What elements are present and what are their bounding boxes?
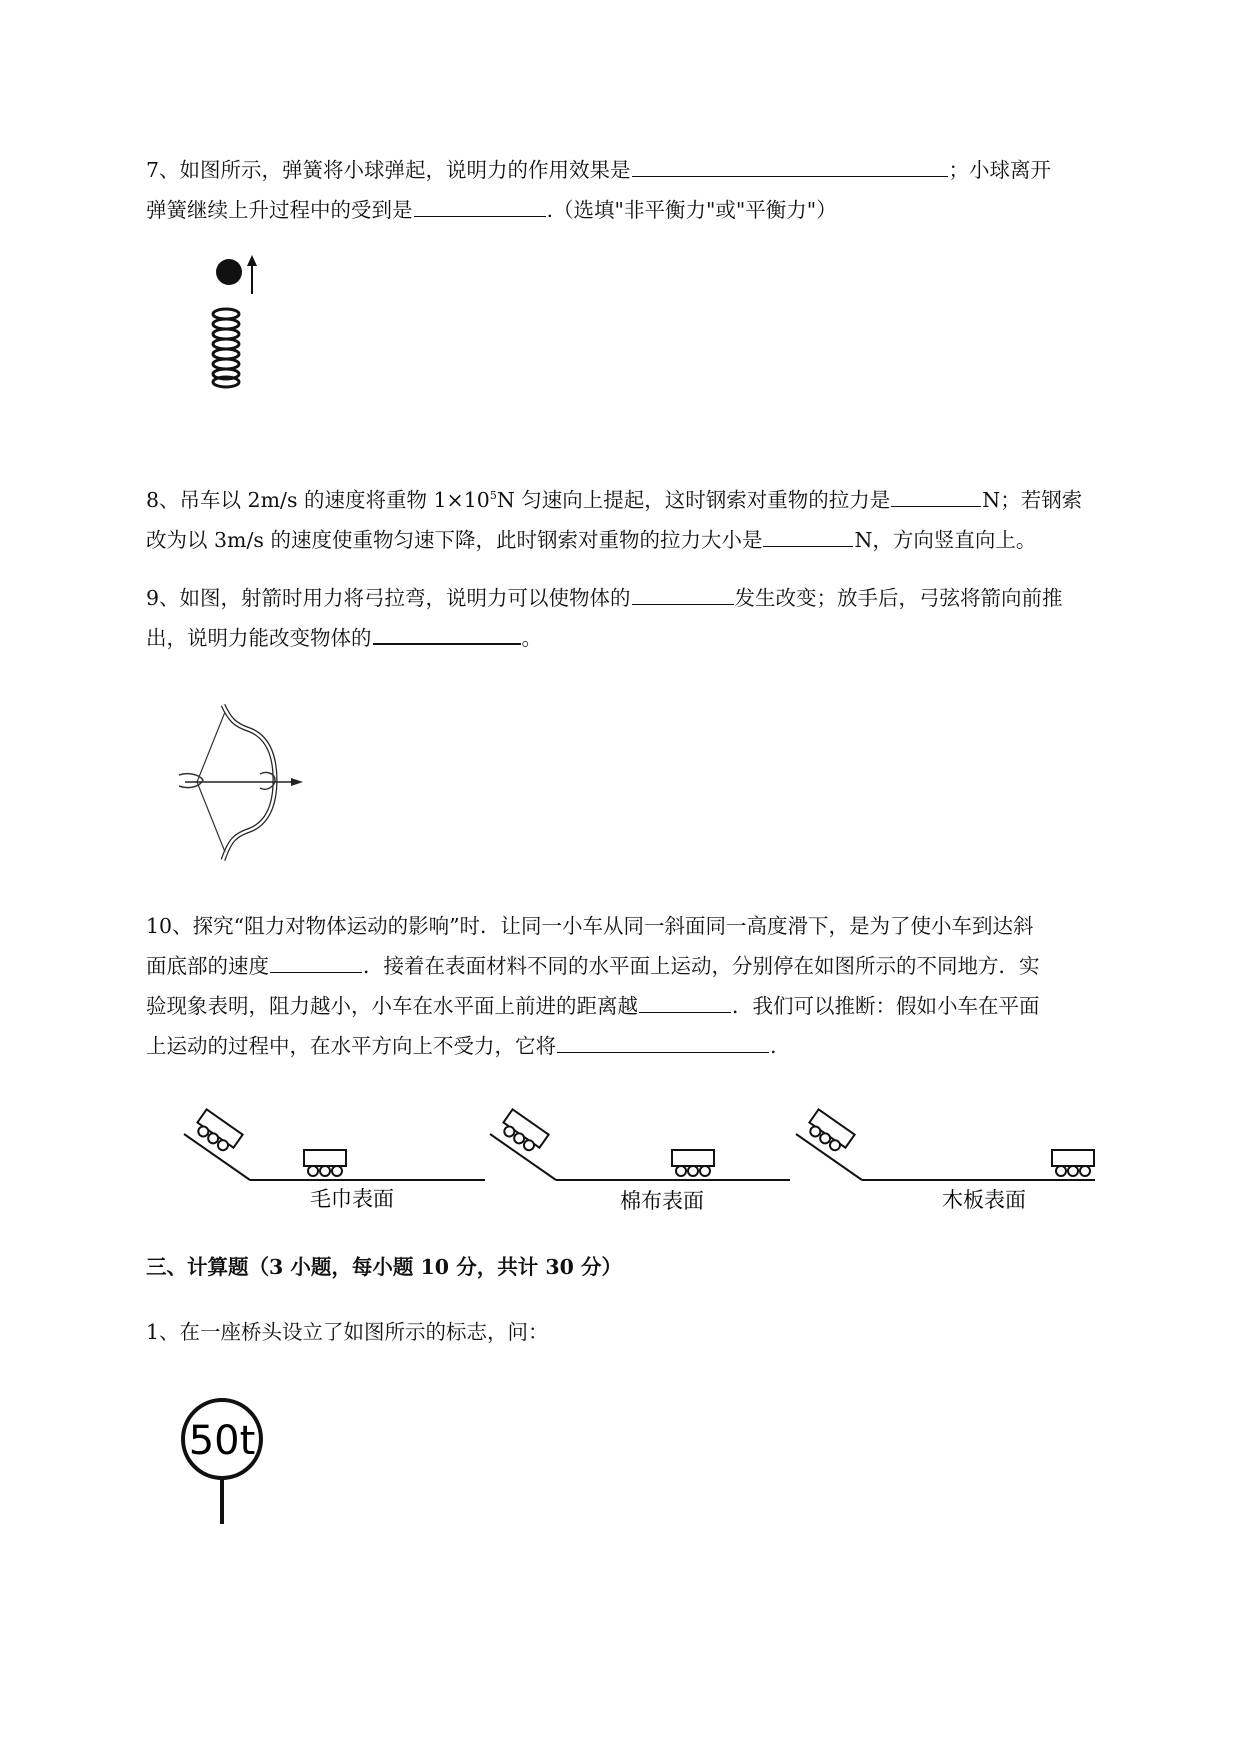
cart-on-incline: [192, 1109, 242, 1155]
calc1-text: 1、在一座桥头设立了如图所示的标志，问：: [146, 1320, 549, 1344]
cart-on-incline: [498, 1109, 548, 1155]
q7-blank-2[interactable]: [414, 194, 546, 217]
hand-shapes: [179, 772, 275, 789]
incline-cotton: [490, 1109, 790, 1210]
question-9: [146, 578, 1146, 658]
q10-text-6: 上运动的过程中，在水平方向上不受力，它将: [146, 1034, 556, 1058]
q8-exponent: 5: [489, 489, 497, 502]
incline-wood: [796, 1109, 1095, 1210]
q10-blank-3[interactable]: [557, 1030, 769, 1053]
q7-text-4: .（选填"非平衡力"或"平衡力"）: [546, 198, 837, 222]
incline-towel: [184, 1109, 485, 1210]
q9-blank-2[interactable]: [373, 621, 521, 645]
q10-text-3: ．接着在表面材料不同的水平面上运动，分别停在如图所示的不同地方．实: [363, 954, 1040, 978]
surface-label-towel: 毛巾表面: [310, 1187, 394, 1210]
arrow-up-icon: [247, 255, 257, 294]
question-8: [146, 476, 1146, 560]
sign-text: 50t: [188, 1418, 256, 1464]
cart-stopped: [1052, 1150, 1094, 1176]
ball-shape: [216, 259, 242, 285]
spring-shape: [213, 309, 239, 387]
q10-text-5: ．我们可以推断：假如小车在平面: [732, 994, 1040, 1018]
q7-text-3: 弹簧继续上升过程中的受到是: [146, 198, 413, 222]
q7-text-2: ；小球离开: [948, 158, 1052, 182]
q7-blank-1[interactable]: [632, 154, 948, 177]
q9-blank-1[interactable]: [632, 582, 734, 605]
question-7: [146, 150, 1146, 230]
incline-surfaces-figure: [180, 1098, 1110, 1210]
q10-text-2: 面底部的速度: [146, 954, 269, 978]
q9-text-1: 9、如图，射箭时用力将弓拉弯，说明力可以使物体的: [146, 586, 631, 610]
calc-question-1: [146, 1312, 1146, 1352]
surface-label-cotton: 棉布表面: [620, 1189, 704, 1210]
section-heading: 三、计算题（3 小题，每小题 10 分，共计 30 分）: [146, 1255, 623, 1279]
q8-text-2: N 匀速向上提起，这时钢索对重物的拉力是: [496, 487, 891, 512]
q8-text-4: 改为以 3m/s 的速度使重物匀速下降，此时钢索对重物的拉力大小是: [146, 527, 763, 552]
q10-text-1: 10、探究“阻力对物体运动的影响”时．让同一小车从同一斜面同一高度滑下，是为了使小车到达斜: [146, 914, 1034, 938]
q8-text-3: N；若钢索: [982, 487, 1083, 512]
q7-text-1: 7、如图所示，弹簧将小球弹起，说明力的作用效果是: [146, 158, 631, 182]
q10-blank-1[interactable]: [270, 950, 362, 973]
weight-limit-sign-figure: [176, 1394, 268, 1526]
cart-on-incline: [804, 1109, 854, 1155]
q8-text-1: 8、吊车以 2m/s 的速度将重物 1×10: [146, 487, 490, 512]
q10-text-4: 验现象表明，阻力越小，小车在水平面上前进的距离越: [146, 994, 638, 1018]
cart-stopped: [672, 1150, 714, 1176]
q9-text-4: 。: [521, 626, 542, 650]
q10-blank-2[interactable]: [639, 990, 731, 1013]
surface-label-wood: 木板表面: [942, 1188, 1026, 1210]
spring-ball-figure: [205, 252, 265, 392]
q8-blank-1[interactable]: [891, 484, 981, 507]
q9-text-2: 发生改变；放手后，弓弦将箭向前推: [734, 586, 1063, 610]
q8-blank-2[interactable]: [763, 524, 853, 547]
q8-text-5: N，方向竖直向上。: [854, 527, 1037, 552]
q9-text-3: 出，说明力能改变物体的: [146, 626, 372, 650]
bow-arrow-figure: [175, 700, 310, 870]
q10-text-7: .: [770, 1034, 777, 1058]
question-10: [146, 906, 1146, 1066]
cart-stopped: [304, 1150, 346, 1176]
